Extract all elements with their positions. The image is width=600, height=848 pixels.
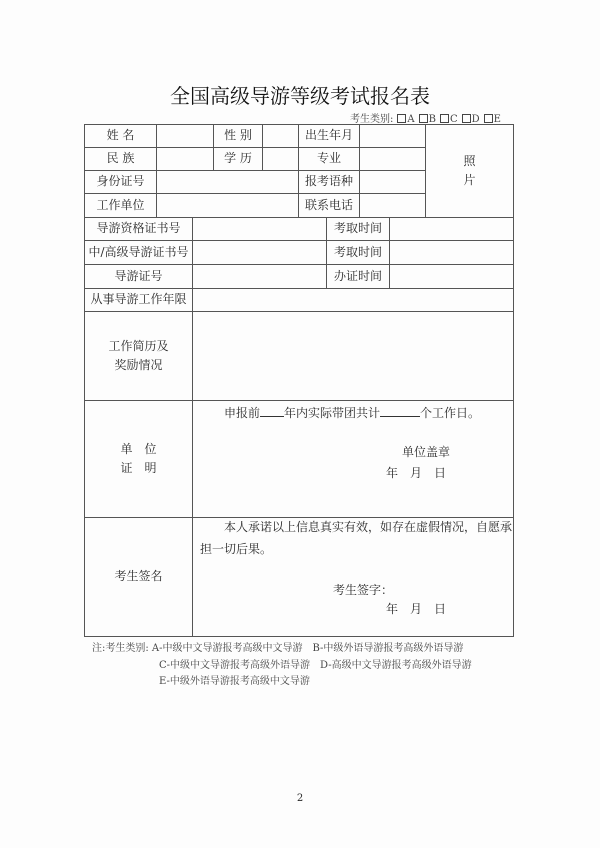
qual-time-field[interactable]: [389, 217, 514, 241]
option-c: C: [449, 114, 458, 125]
level-time-field[interactable]: [389, 240, 514, 265]
resume-label-1: 工作简历及: [108, 338, 169, 353]
label-card-time: 办证时间: [326, 264, 390, 289]
pledge-line-1: 本人承诺以上信息真实有效，如存在虚假情况，自愿承: [224, 520, 513, 534]
statement-a: 申报前: [224, 406, 261, 420]
label-phone: 联系电话: [298, 193, 360, 218]
label-level-cert: 中/高级导游证书号: [84, 240, 193, 265]
label-id: 身份证号: [84, 170, 157, 194]
pledge-date: 年 月 日: [386, 602, 447, 616]
label-name: 姓 名: [84, 124, 157, 148]
major-field[interactable]: [359, 147, 426, 171]
statement-b: 年内实际带团共计: [284, 406, 381, 420]
label-resume: [84, 311, 193, 401]
photo-label-2: 片: [463, 173, 476, 187]
unit-date: 年 月 日: [386, 466, 447, 480]
photo-box[interactable]: [425, 124, 514, 218]
option-a: A: [407, 114, 415, 125]
unit-label-1: 单 位: [120, 441, 157, 456]
note-line-2: C-中级中文导游报考高级外语导游 D-高级中文导游报考高级外语导游: [159, 660, 472, 671]
checkbox-a[interactable]: [397, 114, 406, 123]
label-employer: 工作单位: [84, 193, 157, 218]
checkbox-c[interactable]: [440, 114, 449, 123]
unit-seal: 单位盖章: [402, 445, 451, 459]
checkbox-e[interactable]: [484, 114, 493, 123]
id-field[interactable]: [156, 170, 299, 194]
level-cert-field[interactable]: [192, 240, 327, 265]
ethnicity-field[interactable]: [156, 147, 214, 171]
days-blank[interactable]: [380, 416, 420, 417]
label-years: 从事导游工作年限: [84, 288, 193, 312]
checkbox-d[interactable]: [462, 114, 471, 123]
candidate-category: [350, 110, 501, 125]
option-e: E: [493, 114, 501, 125]
years-blank[interactable]: [260, 416, 284, 417]
phone-field[interactable]: [359, 193, 426, 218]
pledge-line-2: 担一切后果。: [200, 542, 273, 556]
employer-field[interactable]: [156, 193, 299, 218]
checkbox-b[interactable]: [419, 114, 428, 123]
label-language: 报考语种: [298, 170, 360, 194]
label-ethnicity: 民 族: [84, 147, 157, 171]
option-d: D: [471, 114, 480, 125]
category-label: 考生类别:: [350, 114, 394, 125]
label-major: 专业: [298, 147, 360, 171]
guide-card-field[interactable]: [192, 264, 327, 289]
label-birth: 出生年月: [298, 124, 360, 148]
note-line-3: E-中级外语导游报考高级中文导游: [159, 676, 310, 687]
statement-c: 个工作日。: [420, 406, 481, 420]
label-signature: 考生签名: [84, 517, 193, 637]
resume-label-2: 奖励情况: [114, 358, 163, 372]
qual-cert-field[interactable]: [192, 217, 327, 241]
birth-field[interactable]: [359, 124, 426, 148]
label-level-time: 考取时间: [326, 240, 390, 265]
option-b: B: [428, 114, 436, 125]
label-guide-card: 导游证号: [84, 264, 193, 289]
page-number: 2: [296, 793, 304, 804]
signature-label: 考生签字：: [333, 583, 394, 597]
language-field[interactable]: [359, 170, 426, 194]
label-education: 学 历: [213, 147, 263, 171]
gender-field[interactable]: [262, 124, 299, 148]
unit-proof-statement: [224, 404, 480, 421]
education-field[interactable]: [262, 147, 299, 171]
resume-field[interactable]: [192, 311, 514, 401]
label-gender: 性 别: [213, 124, 263, 148]
label-qual-cert: 导游资格证书号: [84, 217, 193, 241]
label-qual-time: 考取时间: [326, 217, 390, 241]
name-field[interactable]: [156, 124, 214, 148]
card-time-field[interactable]: [389, 264, 514, 289]
years-field[interactable]: [192, 288, 514, 312]
pledge-box[interactable]: [192, 517, 514, 637]
form-title: 全国高级导游等级考试报名表: [170, 84, 430, 108]
unit-label-2: 证 明: [120, 461, 157, 475]
photo-label-1: 照: [463, 153, 476, 168]
note-line-1: 注:考生类别: A-中级中文导游报考高级中文导游 B-中级外语导游报考高级外语导游: [92, 643, 464, 654]
label-unit-proof: [84, 400, 193, 518]
